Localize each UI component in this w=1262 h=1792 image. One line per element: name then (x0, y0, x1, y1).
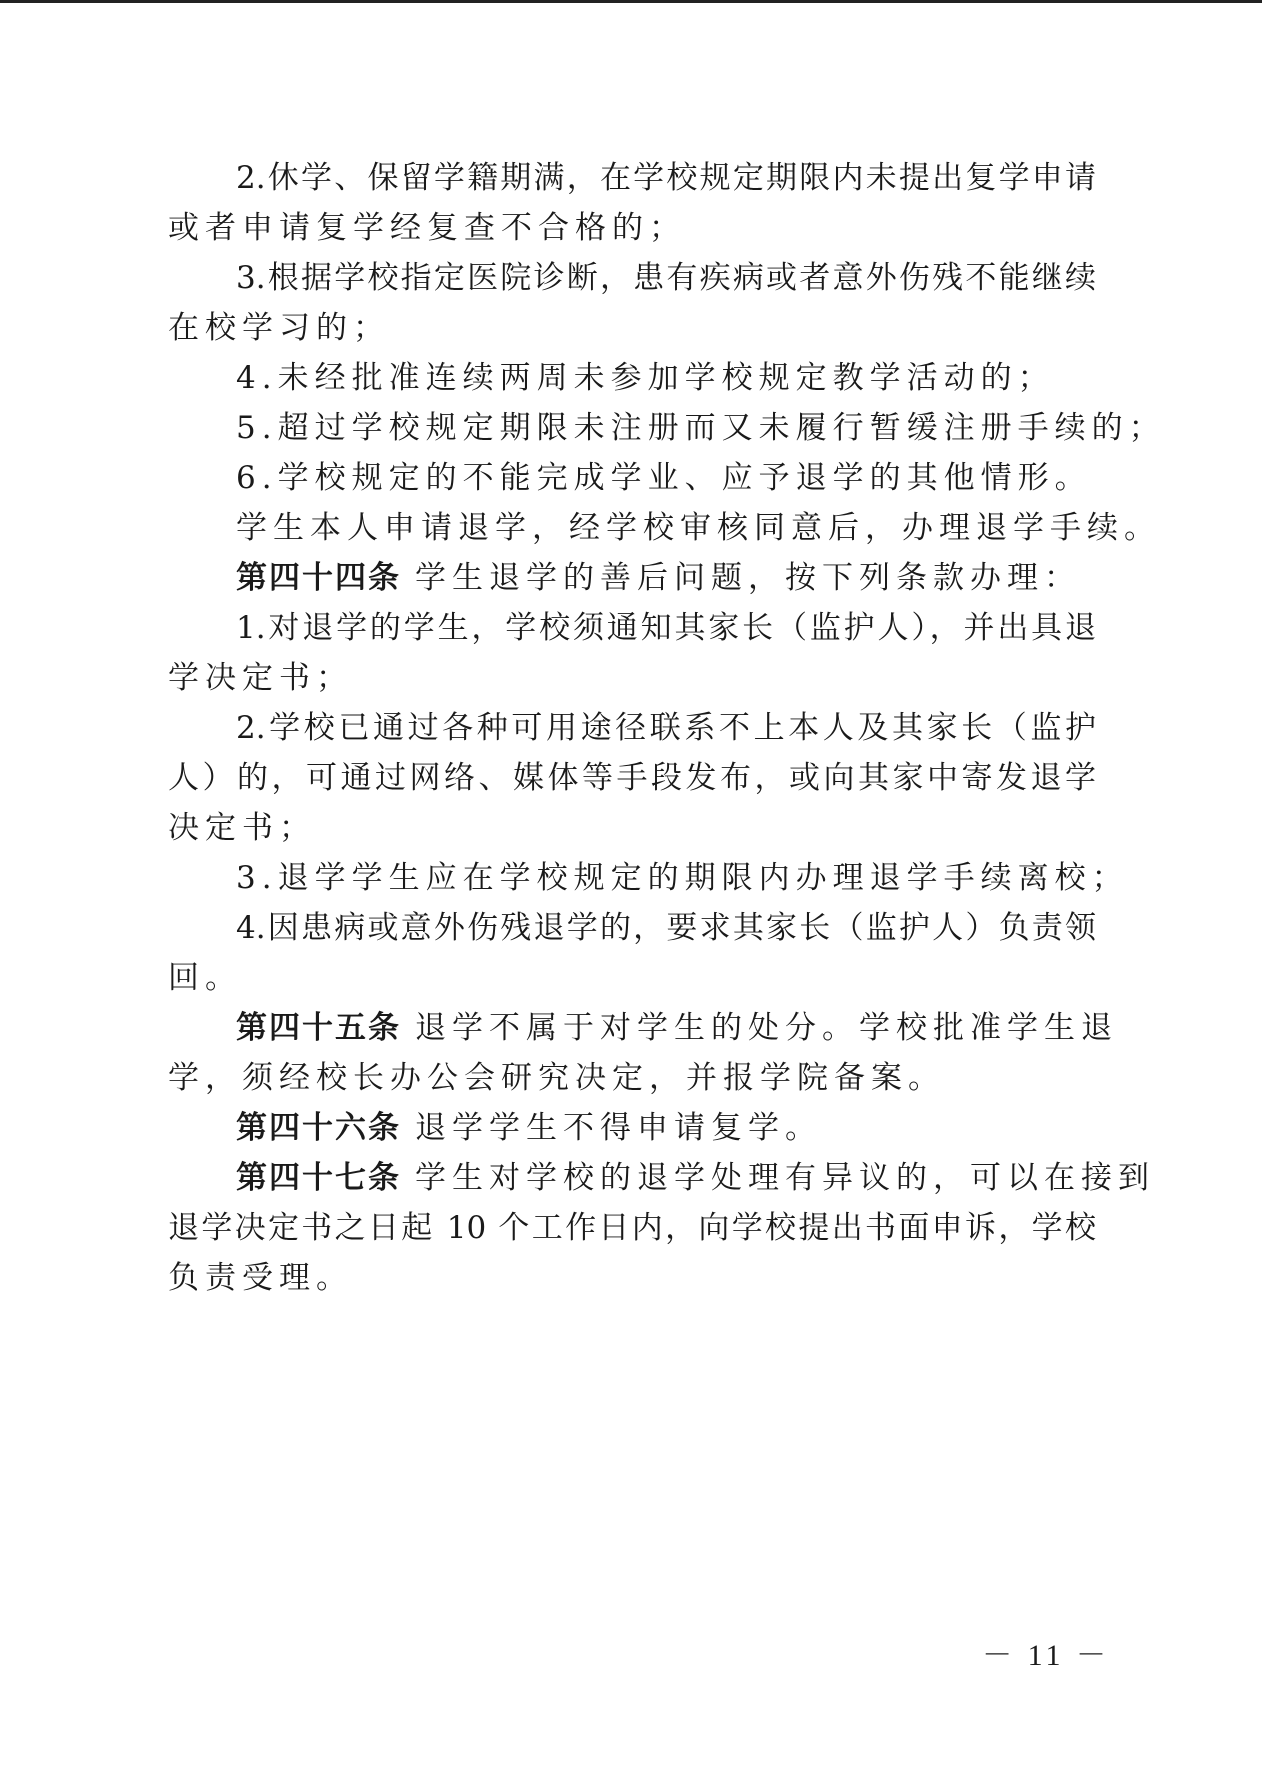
text-line: 在校学习的； (168, 310, 390, 346)
text-line: 退学决定书之日起 10 个工作日内，向学校提出书面申诉，学校 (168, 1210, 1096, 1246)
text-line: 4.因患病或意外伤残退学的，要求其家长（监护人）负责领 (236, 910, 1096, 946)
article-heading-line: 第四十四条 学生退学的善后问题，按下列条款办理： (236, 560, 1081, 596)
text-line: 学决定书； (168, 660, 353, 696)
article-heading-line: 第四十五条 退学不属于对学生的处分。学校批准学生退 (236, 1010, 1118, 1046)
text-line: 负责受理。 (168, 1260, 353, 1296)
article-number: 第四十六条 (236, 1110, 401, 1146)
text-line: 3.退学学生应在学校规定的期限内办理退学手续离校； (236, 860, 1129, 896)
text-line: 人）的，可通过网络、媒体等手段发布，或向其家中寄发退学 (168, 760, 1096, 796)
text-line: 3.根据学校指定医院诊断，患有疾病或者意外伤残不能继续 (236, 260, 1096, 296)
article-number: 第四十五条 (236, 1010, 401, 1046)
text-line: 学生本人申请退学，经学校审核同意后，办理退学手续。 (236, 510, 1161, 546)
article-number: 第四十七条 (236, 1160, 401, 1196)
article-heading-line: 第四十六条 退学学生不得申请复学。 (236, 1110, 822, 1146)
text-line: 2.休学、保留学籍期满，在学校规定期限内未提出复学申请 (236, 160, 1096, 196)
page-number: － 11 － (982, 1639, 1110, 1672)
text-line: 决定书； (168, 810, 316, 846)
article-number: 第四十四条 (236, 560, 401, 596)
text-line: 4.未经批准连续两周未参加学校规定教学活动的； (236, 360, 1055, 396)
article-heading-line: 第四十七条 学生对学校的退学处理有异议的，可以在接到 (236, 1160, 1155, 1196)
text-line: 或者申请复学经复查不合格的； (168, 210, 686, 246)
text-line: 5.超过学校规定期限未注册而又未履行暂缓注册手续的； (236, 410, 1166, 446)
text-line: 回。 (168, 960, 242, 996)
text-line: 6.学校规定的不能完成学业、应予退学的其他情形。 (236, 460, 1092, 496)
text-line: 1.对退学的学生，学校须通知其家长（监护人），并出具退 (236, 610, 1096, 646)
text-line: 2.学校已通过各种可用途径联系不上本人及其家长（监护 (236, 710, 1096, 746)
top-rule (0, 0, 1262, 3)
text-line: 学，须经校长办公会研究决定，并报学院备案。 (168, 1060, 945, 1096)
